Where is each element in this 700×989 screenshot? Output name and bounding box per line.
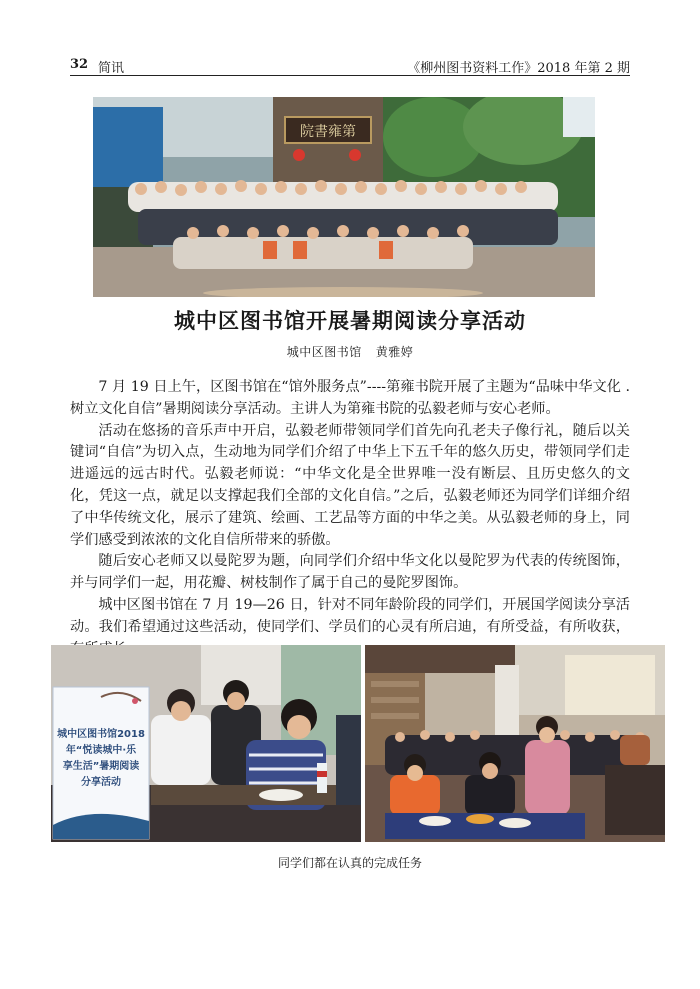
paragraph: 城中区图书馆在 7 月 19—26 日，针对不同年龄阶段的同学们，开展国学阅读分享活动。我们希望通过这些活动，使同学们、学员们的心灵有所启迪，有所受益，有所收获，: [70, 596, 630, 635]
banner-text-2: 年“悦读城中·乐: [65, 745, 137, 756]
activity-photo-left-image: [51, 645, 361, 842]
article-body: [70, 377, 630, 660]
page-number: 32: [70, 57, 89, 72]
banner-text-4: 分享活动: [81, 777, 121, 788]
article-author: [0, 343, 700, 360]
paragraph: 活动在悠扬的音乐声中开启，弘毅老师带领同学们首先向孔老夫子像行礼，随后以关键词“自信”为切入点，生动地为同学们介绍了中华上下五千年的悠久历史，带领同学们走进遥远的远古时代。弘毅老师说：“中华文化是全世界唯一没有断层、且历史悠久的文化，凭这一点，就足以支撑起我们全部的文化自信。”之后，弘毅老师还为同学们详细介绍了中华传统文化，展示了建筑、绘画、工艺品等方面的中华之美。从弘毅老师的身上，同学们感受到浓浓的文化自信所带来的骄傲。: [70, 422, 630, 548]
section-label: 简讯: [98, 61, 125, 76]
header-rule: [70, 75, 630, 76]
photo-caption: 同学们都在认真的完成任务: [277, 856, 422, 870]
paragraph: 7 月 19 日上午，区图书馆在“馆外服务点”----第雍书院开展了主题为“品味中华文化 .树立文化自信”暑期阅读分享活动。主讲人为第雍书院的弘毅老师与安心老师。: [70, 379, 630, 417]
paragraph: 随后安心老师又以曼陀罗为题，向同学们介绍中华文化以曼陀罗为代表的传统图饰，并与同学们一起，用花瓣、树枝制作了属于自己的曼陀罗图饰。: [70, 553, 630, 592]
academy-sign: 院書雍第: [300, 124, 356, 140]
activity-photo-right-image: [365, 645, 665, 842]
page-header: [70, 55, 630, 75]
banner-text-3: 享生活”暑期阅读: [62, 761, 140, 772]
group-photo: [93, 97, 595, 297]
group-photo-image: [93, 97, 595, 297]
journal-issue: 《柳州图书资料工作》2018 年第 2 期: [407, 61, 630, 76]
author-organization: 城中区图书馆: [286, 345, 362, 359]
author-name: 黄雅婷: [375, 345, 414, 359]
banner-text-1: 城中区图书馆2018: [57, 729, 145, 740]
activity-photo-left: [51, 645, 361, 842]
activity-photo-right: [365, 645, 665, 842]
article-title: 城中区图书馆开展暑期阅读分享活动: [174, 309, 526, 333]
